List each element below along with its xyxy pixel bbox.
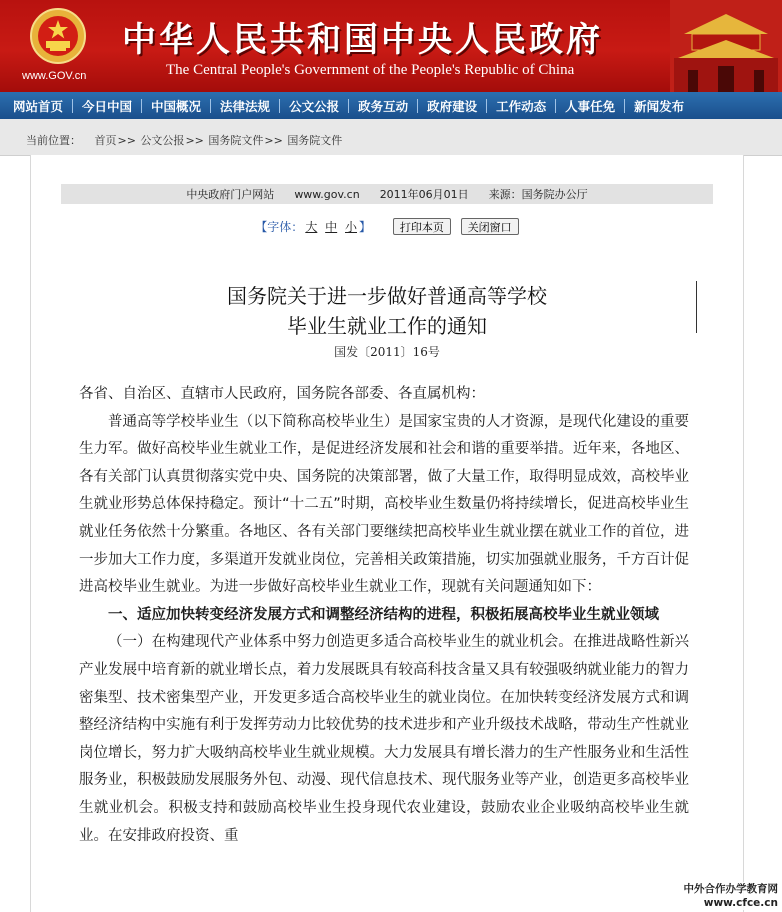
print-button[interactable]: 打印本页	[393, 218, 451, 235]
nav-item-appointments[interactable]: 人事任免	[565, 98, 616, 114]
font-size-close: 】	[359, 220, 372, 234]
breadcrumb	[26, 132, 342, 148]
font-size-medium[interactable]: 中	[325, 220, 338, 234]
close-window-button[interactable]: 关闭窗口	[461, 218, 519, 235]
watermark-line1: 中外合作办学教育网	[683, 883, 778, 895]
site-header	[0, 0, 782, 92]
nav-item-documents[interactable]: 公文公报	[289, 98, 340, 114]
breadcrumb-arrow: >>	[264, 134, 283, 147]
breadcrumb-label: 当前位置：	[26, 134, 81, 147]
font-size-control	[255, 220, 371, 234]
site-title-english: The Central People's Government of the People's Republic of China	[166, 62, 575, 78]
document-body	[79, 381, 689, 850]
nav-item-work-updates[interactable]: 工作动态	[496, 98, 547, 114]
site-url[interactable]: www.GOV.cn	[22, 70, 87, 82]
font-size-label: 【字体：	[255, 220, 304, 234]
tiananmen-gate-icon	[670, 0, 782, 92]
article-meta-bar	[61, 184, 713, 204]
main-navigation	[0, 92, 782, 119]
nav-item-laws[interactable]: 法律法规	[220, 98, 271, 114]
addressee: 各省、自治区、直辖市人民政府，国务院各部委、各直属机构：	[79, 386, 485, 402]
article-container	[30, 155, 744, 912]
document-title-line2: 毕业生就业工作的通知	[287, 314, 487, 338]
section-heading: 一、适应加快转变经济发展方式和调整经济结构的进程，积极拓展高校毕业生就业领域	[108, 606, 659, 623]
site-title-chinese: 中华人民共和国中央人民政府	[122, 20, 603, 60]
nav-item-press-releases[interactable]: 新闻发布	[634, 98, 685, 114]
nav-item-home[interactable]: 网站首页	[13, 98, 64, 114]
document-number: 国发〔2011〕16号	[334, 345, 440, 359]
breadcrumb-link-current[interactable]: 国务院文件	[287, 134, 343, 147]
nav-item-today-china[interactable]: 今日中国	[82, 98, 133, 114]
paragraph: （一）在构建现代产业体系中努力创造更多适合高校毕业生的就业机会。在推进战略性新兴产业发展中培育新的就业增长点，着力发展既具有较高科技含量又具有较强吸纳就业能力的智力密集型、技术密集型产业，开发更多适合高校毕业生的就业岗位。在加快转变经济发展方式和调整经济结构中实施有利于发挥劳动力比较优势的技术进步和产业升级技术战略，带动生产性就业岗位增长，努力扩大吸纳高校毕业生就业规模。大力发展具有增长潜力的生产性服务业和生活性服务业，积极鼓励发展服务外包、动漫、现代信息技术、现代服务业等产业，创造更多高校毕业生就业机会。积极支持和鼓励高校毕业生投身现代农业建设，鼓励农业企业吸纳高校毕业生就业。在安排政府投资、重	[79, 634, 689, 844]
meta-url: www.gov.cn	[294, 187, 360, 201]
meta-date: 2011年06月01日	[379, 188, 469, 201]
nav-item-government-building[interactable]: 政府建设	[427, 98, 478, 114]
watermark	[684, 882, 779, 910]
meta-source: 来源：国务院办公厅	[488, 188, 588, 201]
nav-item-china-overview[interactable]: 中国概况	[151, 98, 202, 114]
meta-site: 中央政府门户网站	[186, 188, 275, 201]
breadcrumb-link-state-council-docs[interactable]: 国务院文件	[208, 134, 264, 147]
breadcrumb-link-documents[interactable]: 公文公报	[140, 134, 185, 147]
font-size-large[interactable]: 大	[305, 220, 318, 234]
watermark-line2: www.cfce.cn	[703, 897, 778, 909]
nav-item-interaction[interactable]: 政务互动	[358, 98, 409, 114]
article-tools	[31, 218, 743, 235]
paragraph: 普通高等学校毕业生（以下简称高校毕业生）是国家宝贵的人才资源，是现代化建设的重要生力军。做好高校毕业生就业工作，是促进经济发展和社会和谐的重要举措。近年来，各地区、各有关部门认真贯彻落实党中央、国务院的决策部署，做了大量工作，取得明显成效，高校毕业生就业形势总体保持稳定。预计“十二五”时期，高校毕业生数量仍将持续增长，促进高校毕业生就业任务依然十分繁重。各地区、各有关部门要继续把高校毕业生就业摆在就业工作的首位，进一步加大工作力度，多渠道开发就业岗位，完善相关政策措施，切实加强就业服务，千方百计促进高校毕业生就业。为进一步做好高校毕业生就业工作，现就有关问题通知如下：	[79, 413, 689, 596]
breadcrumb-link-home[interactable]: 首页	[94, 134, 117, 147]
national-emblem-icon	[24, 6, 92, 68]
breadcrumb-arrow: >>	[185, 134, 204, 147]
breadcrumb-arrow: >>	[117, 134, 136, 147]
font-size-small[interactable]: 小	[345, 220, 358, 234]
document-title	[31, 281, 743, 341]
breadcrumb-bar	[0, 119, 782, 156]
document-title-line1: 国务院关于进一步做好普通高等学校	[227, 284, 547, 308]
text-cursor-line	[696, 281, 697, 333]
